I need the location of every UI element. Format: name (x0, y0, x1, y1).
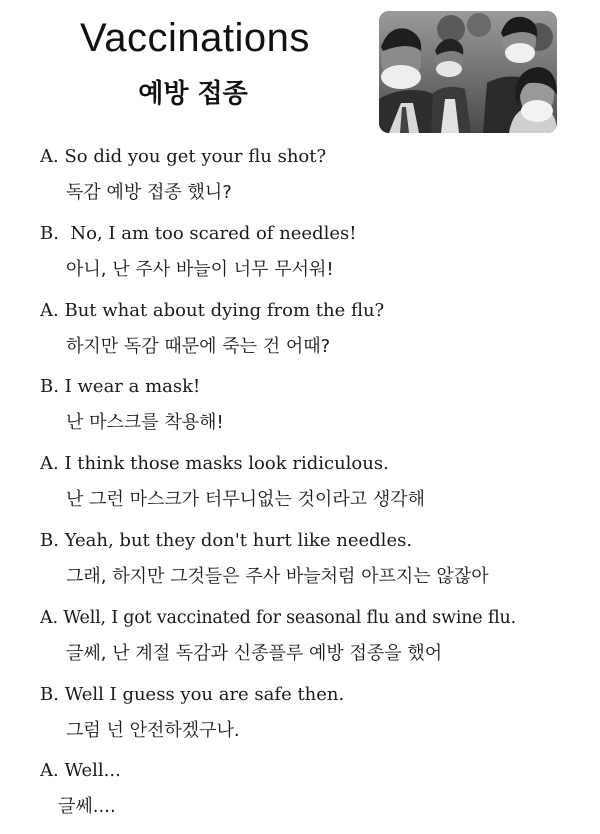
english-text: But what about dying from the flu? (64, 299, 385, 321)
english-text: I think those masks look ridiculous. (64, 453, 389, 475)
korean-translation: 난 그런 마스크가 터무니없는 것이라고 생각해 (66, 489, 425, 511)
korean-translation: 난 마스크를 착용해! (66, 412, 224, 434)
english-line (40, 683, 344, 707)
english-line (40, 299, 384, 323)
speaker-label: A. (40, 760, 59, 782)
english-text: Well... (64, 760, 121, 782)
speaker-label: B. (40, 376, 59, 398)
dialogue-line (40, 604, 580, 681)
english-text: I wear a mask! (64, 376, 201, 398)
dialogue-line (40, 373, 580, 450)
page-title: Vaccinations (80, 16, 310, 60)
speaker-label: A. (40, 607, 58, 628)
header (0, 0, 600, 140)
people-wearing-masks-photo (379, 11, 557, 133)
dialogue-line (40, 297, 580, 374)
english-line (40, 606, 516, 630)
speaker-label: B. (40, 683, 59, 705)
photo-illustration (379, 11, 557, 133)
korean-translation: 아니, 난 주사 바늘이 너무 무서워! (66, 258, 334, 280)
english-text: Well, I got vaccinated for seasonal flu and swine flu. (63, 607, 516, 628)
english-line (40, 375, 200, 399)
english-line (40, 452, 389, 476)
dialogue-line (40, 527, 580, 604)
page-subtitle: 예방 접종 (138, 79, 248, 109)
speaker-label: B. (40, 529, 59, 551)
english-text: So did you get your flu shot? (64, 146, 327, 167)
dialogue-line (40, 450, 580, 527)
speaker-label: A. (40, 299, 59, 321)
dialogue-line (40, 681, 580, 758)
korean-translation: 글쎄.... (58, 796, 116, 818)
english-text: No, I am too scared of needles! (70, 222, 357, 244)
english-line (40, 529, 412, 553)
speaker-label: A. (40, 146, 59, 167)
dialogue-line (40, 757, 580, 834)
korean-translation: 하지만 독감 때문에 죽는 건 어때? (66, 335, 331, 357)
korean-translation: 독감 예방 접종 했니? (66, 182, 232, 203)
english-text: Well I guess you are safe then. (64, 683, 345, 705)
korean-translation: 그래, 하지만 그것들은 주사 바늘처럼 아프지는 않잖아 (66, 565, 489, 587)
speaker-label: A. (40, 453, 59, 475)
korean-translation: 글쎄, 난 계절 독감과 신종플루 예방 접종을 했어 (66, 642, 443, 664)
english-line (40, 759, 121, 783)
dialogue-line (40, 143, 580, 220)
korean-translation: 그럼 넌 안전하겠구나. (66, 719, 240, 741)
english-text: Yeah, but they don't hurt like needles. (64, 529, 413, 551)
english-line (40, 145, 326, 169)
english-line (40, 222, 357, 246)
speaker-label: B. (40, 222, 59, 244)
dialogue-line (40, 220, 580, 297)
dialogue-list (40, 143, 580, 834)
